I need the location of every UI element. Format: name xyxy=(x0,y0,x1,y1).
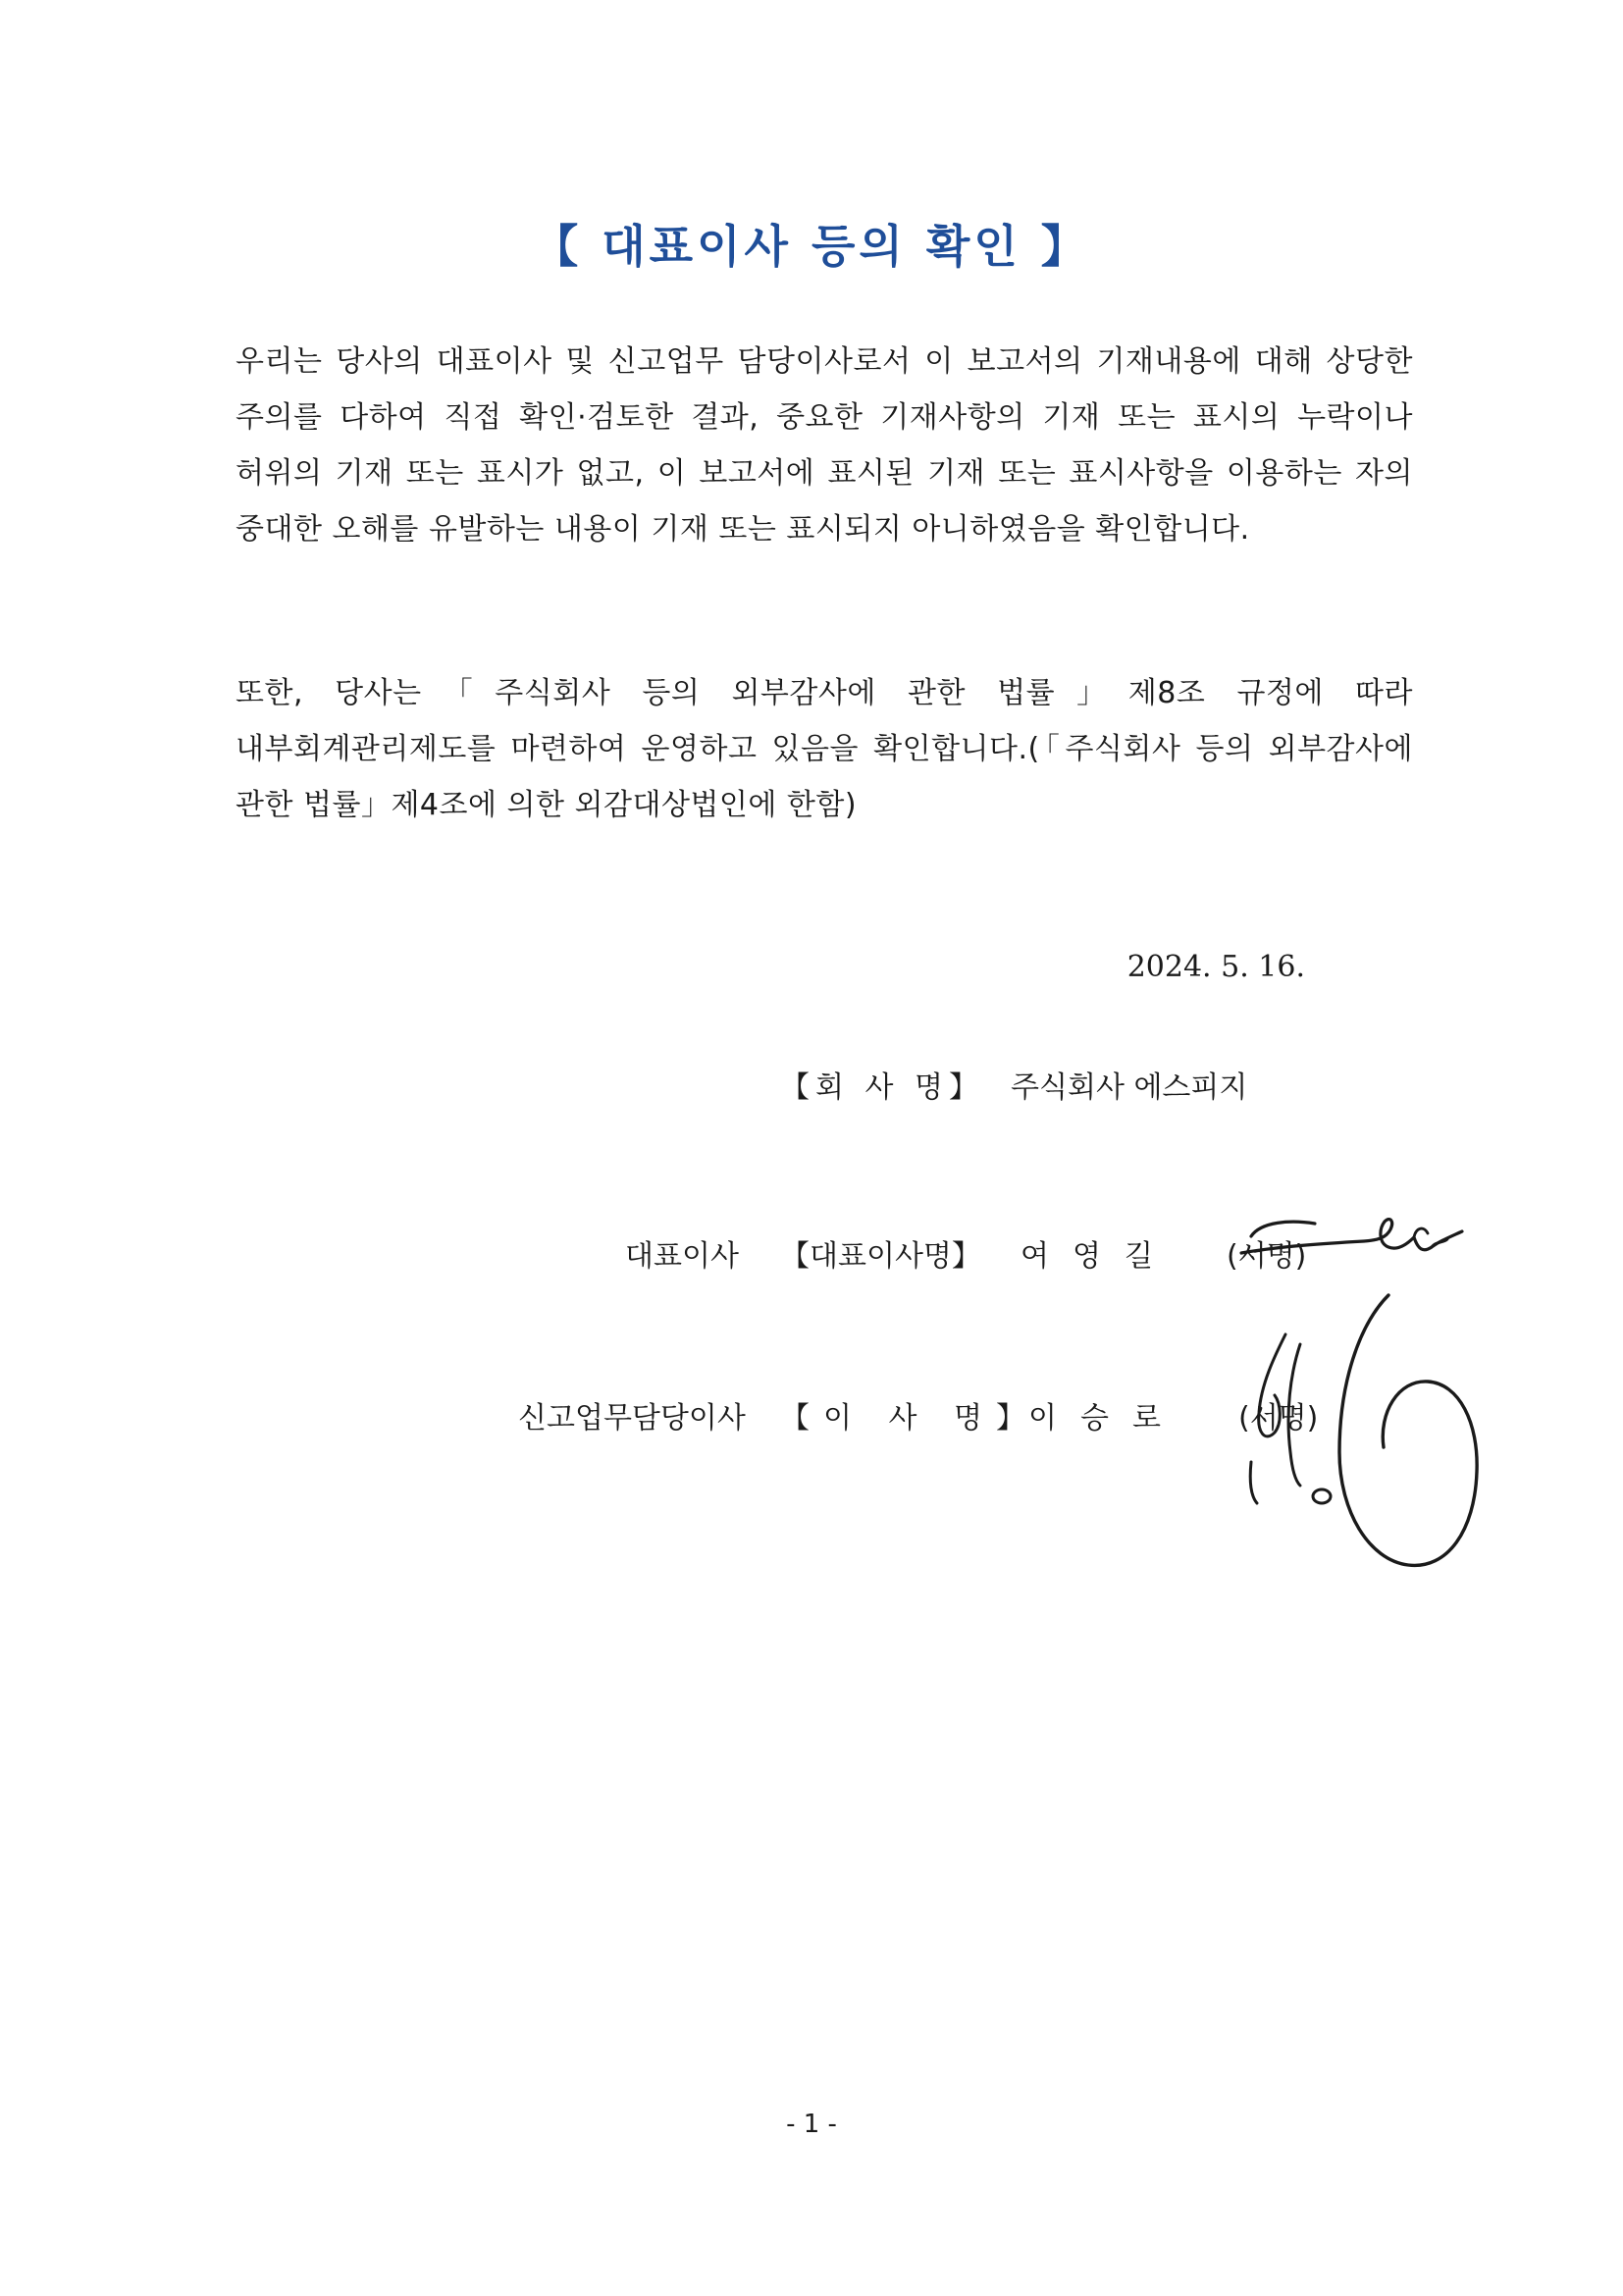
ceo-role: 대표이사 xyxy=(625,1239,739,1274)
officer-name-label: 【이 사 명】 xyxy=(780,1401,1040,1435)
ceo-signature-label: (서명) xyxy=(1227,1239,1307,1274)
ceo-name: 여영길 xyxy=(1021,1239,1177,1274)
officer-signature-label: (서명) xyxy=(1238,1401,1319,1435)
confirmation-paragraph: 우리는 당사의 대표이사 및 신고업무 담당이사로서 이 보고서의 기재내용에 대해 상당한 주의를 다하여 직접 확인·검토한 결과, 중요한 기재사항의 기재 또는 표시의 누락이나 허위의 기재 또는 표시가 없고, 이 보고서에 표시된 기재 또는 표시사항을 이용하는 자의 중대한 오해를 유발하는 내용이 기재 또는 표시되지 아니하였음을 확인합니다. xyxy=(236,344,1413,547)
document-date: 2024. 5. 16. xyxy=(1126,950,1305,984)
document-title: 【 대표이사 등의 확인 】 xyxy=(533,220,1090,273)
company-name: 주식회사 에스피지 xyxy=(1011,1070,1248,1105)
page-number: - 1 - xyxy=(786,2110,837,2139)
internal-control-paragraph: 또한, 당사는「주식회사 등의 외부감사에 관한 법률」제8조 규정에 따라 내부회계관리제도를 마련하여 운영하고 있음을 확인합니다.(「주식회사 등의 외부감사에 관한 법률」제4조에 의한 외감대상법인에 한함) xyxy=(236,676,1413,822)
officer-name: 이승로 xyxy=(1028,1401,1184,1435)
company-name-label: 【회 사 명】 xyxy=(780,1070,985,1105)
ceo-name-label: 【대표이사명】 xyxy=(780,1239,981,1274)
officer-role: 신고업무담당이사 xyxy=(518,1401,746,1435)
